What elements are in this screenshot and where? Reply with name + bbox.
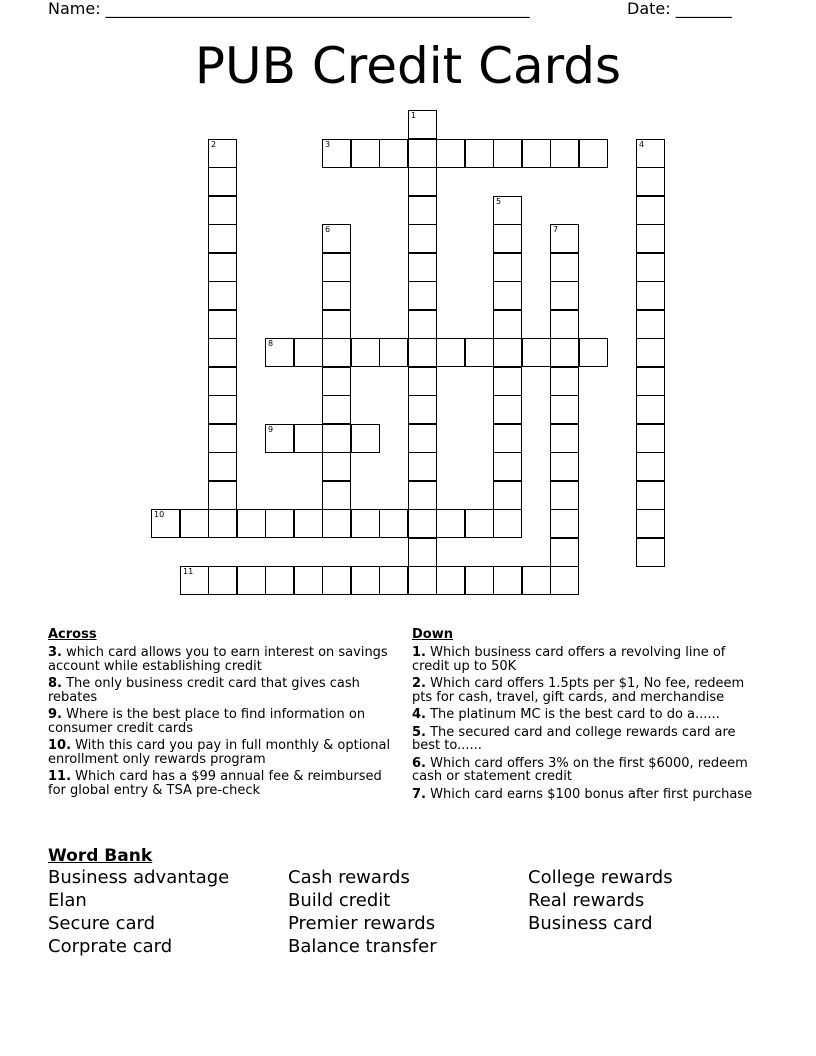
crossword-cell[interactable]: [550, 139, 579, 168]
clue-item-number: 7.: [412, 786, 426, 802]
crossword-cell[interactable]: [465, 566, 494, 595]
clue-item-text: Which card has a $99 annual fee & reimbursed for global entry & TSA pre-check: [48, 769, 382, 798]
word-bank-item: Business advantage: [48, 867, 230, 888]
word-bank-item: Corprate card: [48, 936, 173, 957]
clue-item-number: 6.: [412, 755, 426, 771]
crossword-cell[interactable]: [322, 481, 351, 510]
crossword-cell[interactable]: [493, 481, 522, 510]
clue-number: 7: [553, 225, 559, 234]
crossword-cell[interactable]: [636, 424, 665, 453]
crossword-cell[interactable]: [408, 424, 437, 453]
crossword-cell[interactable]: [322, 395, 351, 424]
clue-item: [412, 677, 762, 704]
crossword-cell[interactable]: [408, 281, 437, 310]
crossword-cell[interactable]: [322, 310, 351, 339]
crossword-cell[interactable]: [208, 424, 237, 453]
crossword-cell[interactable]: [408, 310, 437, 339]
crossword-cell[interactable]: [180, 509, 209, 538]
clue-item-text: The platinum MC is the best card to do a......: [425, 707, 720, 722]
clue-item-number: 1.: [412, 645, 426, 660]
crossword-cell[interactable]: [493, 139, 522, 168]
crossword-cell[interactable]: [493, 253, 522, 282]
clue-number: 4: [639, 140, 645, 149]
word-bank-item: Real rewards: [528, 890, 645, 911]
crossword-cell[interactable]: [322, 509, 351, 538]
crossword-cell[interactable]: [436, 509, 465, 538]
crossword-cell[interactable]: [408, 167, 437, 196]
clue-item-text: Which card offers 1.5pts per $1, No fee, redeem pts for cash, travel, gift cards, and merchandise: [412, 676, 745, 705]
word-bank-item: Business card: [528, 913, 653, 934]
clue-item: [48, 708, 393, 735]
crossword-cell[interactable]: [208, 196, 237, 225]
crossword-cell[interactable]: [636, 395, 665, 424]
crossword-cell[interactable]: [408, 110, 437, 139]
crossword-cell[interactable]: [636, 253, 665, 282]
clue-item-text: which card allows you to earn interest on savings account while establishing credit: [48, 645, 388, 674]
crossword-cell[interactable]: [294, 509, 323, 538]
crossword-cell[interactable]: [408, 538, 437, 567]
crossword-cell[interactable]: [351, 566, 380, 595]
clue-item-number: 11.: [48, 769, 72, 784]
clue-item: [48, 739, 393, 766]
word-bank-item: Premier rewards: [288, 913, 436, 934]
down-clue-list: [412, 646, 762, 801]
crossword-cell[interactable]: [636, 367, 665, 396]
crossword-cell[interactable]: [208, 224, 237, 253]
crossword-cell[interactable]: [550, 367, 579, 396]
across-clues: [48, 628, 393, 801]
crossword-cell[interactable]: [408, 338, 437, 367]
clue-number: 3: [325, 140, 331, 149]
crossword-cell[interactable]: [493, 395, 522, 424]
crossword-cell[interactable]: [408, 481, 437, 510]
crossword-cell[interactable]: [408, 139, 437, 168]
clue-item: [412, 726, 762, 753]
crossword-cell[interactable]: [237, 509, 266, 538]
crossword-cell[interactable]: [465, 139, 494, 168]
clue-item-number: 3.: [48, 645, 62, 660]
crossword-cell[interactable]: [351, 424, 380, 453]
crossword-cell[interactable]: [436, 566, 465, 595]
crossword-cell[interactable]: [550, 310, 579, 339]
crossword-cell[interactable]: [408, 253, 437, 282]
clue-item-text: The secured card and college rewards card are best to......: [412, 724, 736, 753]
word-bank-item: College rewards: [528, 867, 673, 888]
crossword-cell[interactable]: [550, 395, 579, 424]
clue-item-text: Which card earns $100 bonus after first purchase: [425, 786, 753, 802]
crossword-cell[interactable]: [550, 224, 579, 253]
crossword-cell[interactable]: [550, 253, 579, 282]
word-bank-item: Secure card: [48, 913, 156, 934]
clue-item: [48, 770, 393, 797]
crossword-cell[interactable]: [208, 452, 237, 481]
clue-item: [412, 708, 762, 722]
crossword-cell[interactable]: [550, 566, 579, 595]
crossword-cell[interactable]: [493, 310, 522, 339]
crossword-cell[interactable]: [636, 224, 665, 253]
clue-item: [412, 646, 762, 673]
crossword-cell[interactable]: [493, 281, 522, 310]
word-bank-column: [528, 866, 673, 935]
word-bank-title: Word Bank: [48, 846, 153, 866]
crossword-cell[interactable]: [379, 338, 408, 367]
word-bank-item: Build credit: [288, 890, 391, 911]
crossword-cell[interactable]: [522, 566, 551, 595]
crossword-cell[interactable]: [208, 395, 237, 424]
crossword-cell[interactable]: [151, 509, 180, 538]
crossword-cell[interactable]: [265, 338, 294, 367]
crossword-cell[interactable]: [322, 338, 351, 367]
crossword-cell[interactable]: [550, 452, 579, 481]
crossword-cell[interactable]: [322, 566, 351, 595]
crossword-cell[interactable]: [408, 367, 437, 396]
crossword-cell[interactable]: [522, 139, 551, 168]
clue-item: [412, 757, 762, 784]
word-bank-column: [288, 866, 437, 958]
clue-number: 10: [154, 510, 165, 519]
crossword-cell[interactable]: [636, 509, 665, 538]
crossword-cell[interactable]: [550, 338, 579, 367]
crossword-cell[interactable]: [265, 566, 294, 595]
clue-item-text: The only business credit card that gives cash rebates: [48, 676, 360, 705]
clue-item: [48, 677, 393, 704]
crossword-cell[interactable]: [379, 566, 408, 595]
crossword-cell[interactable]: [493, 367, 522, 396]
crossword-cell[interactable]: [465, 338, 494, 367]
crossword-cell[interactable]: [208, 139, 237, 168]
crossword-cell[interactable]: [408, 452, 437, 481]
clue-number: 2: [211, 140, 217, 149]
clue-item-number: 10.: [48, 738, 72, 753]
crossword-cell[interactable]: [294, 338, 323, 367]
crossword-cell[interactable]: [493, 452, 522, 481]
crossword-cell[interactable]: [180, 566, 209, 595]
crossword-cell[interactable]: [550, 281, 579, 310]
crossword-cell[interactable]: [351, 338, 380, 367]
crossword-cell[interactable]: [636, 338, 665, 367]
down-heading: Down: [412, 627, 453, 642]
clue-number: 1: [411, 111, 417, 120]
clue-item-text: Which card offers 3% on the first $6000, redeem cash or statement credit: [412, 755, 748, 784]
down-clues: [412, 628, 762, 805]
crossword-cell[interactable]: [636, 196, 665, 225]
crossword-cell[interactable]: [294, 566, 323, 595]
crossword-cell[interactable]: [636, 167, 665, 196]
crossword-cell[interactable]: [237, 566, 266, 595]
clue-item-number: 9.: [48, 707, 62, 722]
crossword-cell[interactable]: [208, 367, 237, 396]
crossword-cell[interactable]: [579, 338, 608, 367]
crossword-cell[interactable]: [351, 509, 380, 538]
crossword-cell[interactable]: [636, 452, 665, 481]
crossword-cell[interactable]: [322, 139, 351, 168]
crossword-cell[interactable]: [493, 566, 522, 595]
word-bank-item: Cash rewards: [288, 867, 410, 888]
crossword-cell[interactable]: [265, 509, 294, 538]
crossword-cell[interactable]: [408, 224, 437, 253]
clue-item-text: Where is the best place to find information on consumer credit cards: [48, 707, 366, 736]
crossword-cell[interactable]: [294, 424, 323, 453]
crossword-cell[interactable]: [379, 139, 408, 168]
clue-item-text: Which business card offers a revolving line of credit up to 50K: [412, 645, 726, 674]
crossword-cell[interactable]: [636, 481, 665, 510]
word-bank-column: [48, 866, 229, 958]
crossword-cell[interactable]: [493, 509, 522, 538]
crossword-cell[interactable]: [322, 253, 351, 282]
crossword-cell[interactable]: [408, 196, 437, 225]
crossword-cell[interactable]: [408, 509, 437, 538]
crossword-cell[interactable]: [408, 395, 437, 424]
crossword-cell[interactable]: [550, 509, 579, 538]
crossword-cell[interactable]: [493, 338, 522, 367]
crossword-cell[interactable]: [550, 481, 579, 510]
clue-item-number: 2.: [412, 676, 426, 691]
clue-item-text: With this card you pay in full monthly & optional enrollment only rewards program: [48, 738, 391, 767]
crossword-cell[interactable]: [208, 338, 237, 367]
page-title: PUB Credit Cards: [194, 37, 622, 95]
word-bank-item: Balance transfer: [288, 936, 437, 957]
crossword-cell[interactable]: [636, 281, 665, 310]
crossword-cell[interactable]: [579, 139, 608, 168]
crossword-cell[interactable]: [465, 509, 494, 538]
crossword-cell[interactable]: [408, 566, 437, 595]
crossword-cell[interactable]: [208, 509, 237, 538]
crossword-cell[interactable]: [493, 424, 522, 453]
crossword-cell[interactable]: [322, 424, 351, 453]
crossword-cell[interactable]: [265, 424, 294, 453]
clue-item: [48, 646, 393, 673]
across-clue-list: [48, 646, 393, 797]
crossword-cell[interactable]: [550, 424, 579, 453]
crossword-cell[interactable]: [436, 338, 465, 367]
clue-number: 8: [268, 339, 274, 348]
word-bank-item: Elan: [48, 890, 87, 911]
crossword-cell[interactable]: [436, 139, 465, 168]
crossword-cell[interactable]: [208, 167, 237, 196]
crossword-cell[interactable]: [208, 253, 237, 282]
crossword-cell[interactable]: [208, 566, 237, 595]
clue-item: [412, 788, 762, 802]
crossword-cell[interactable]: [379, 509, 408, 538]
crossword-cell[interactable]: [351, 139, 380, 168]
crossword-cell[interactable]: [493, 224, 522, 253]
clue-number: 11: [183, 567, 194, 576]
across-heading: Across: [48, 627, 97, 642]
crossword-cell[interactable]: [636, 538, 665, 567]
crossword-cell[interactable]: [550, 538, 579, 567]
date-field-label: Date: _______: [627, 0, 732, 18]
crossword-cell[interactable]: [322, 452, 351, 481]
clue-item-number: 8.: [48, 676, 62, 691]
crossword-cell[interactable]: [208, 281, 237, 310]
clue-number: 6: [325, 225, 331, 234]
clue-number: 5: [496, 197, 502, 206]
crossword-cell[interactable]: [208, 481, 237, 510]
crossword-cell[interactable]: [322, 224, 351, 253]
crossword-cell[interactable]: [322, 281, 351, 310]
crossword-cell[interactable]: [636, 310, 665, 339]
clue-item-number: 4.: [412, 707, 426, 722]
crossword-cell[interactable]: [522, 338, 551, 367]
clue-item-number: 5.: [412, 724, 426, 740]
name-field-label: Name: _____________________________________________________: [48, 0, 530, 18]
crossword-cell[interactable]: [636, 139, 665, 168]
crossword-cell[interactable]: [208, 310, 237, 339]
clue-number: 9: [268, 425, 274, 434]
crossword-cell[interactable]: [493, 196, 522, 225]
crossword-cell[interactable]: [322, 367, 351, 396]
